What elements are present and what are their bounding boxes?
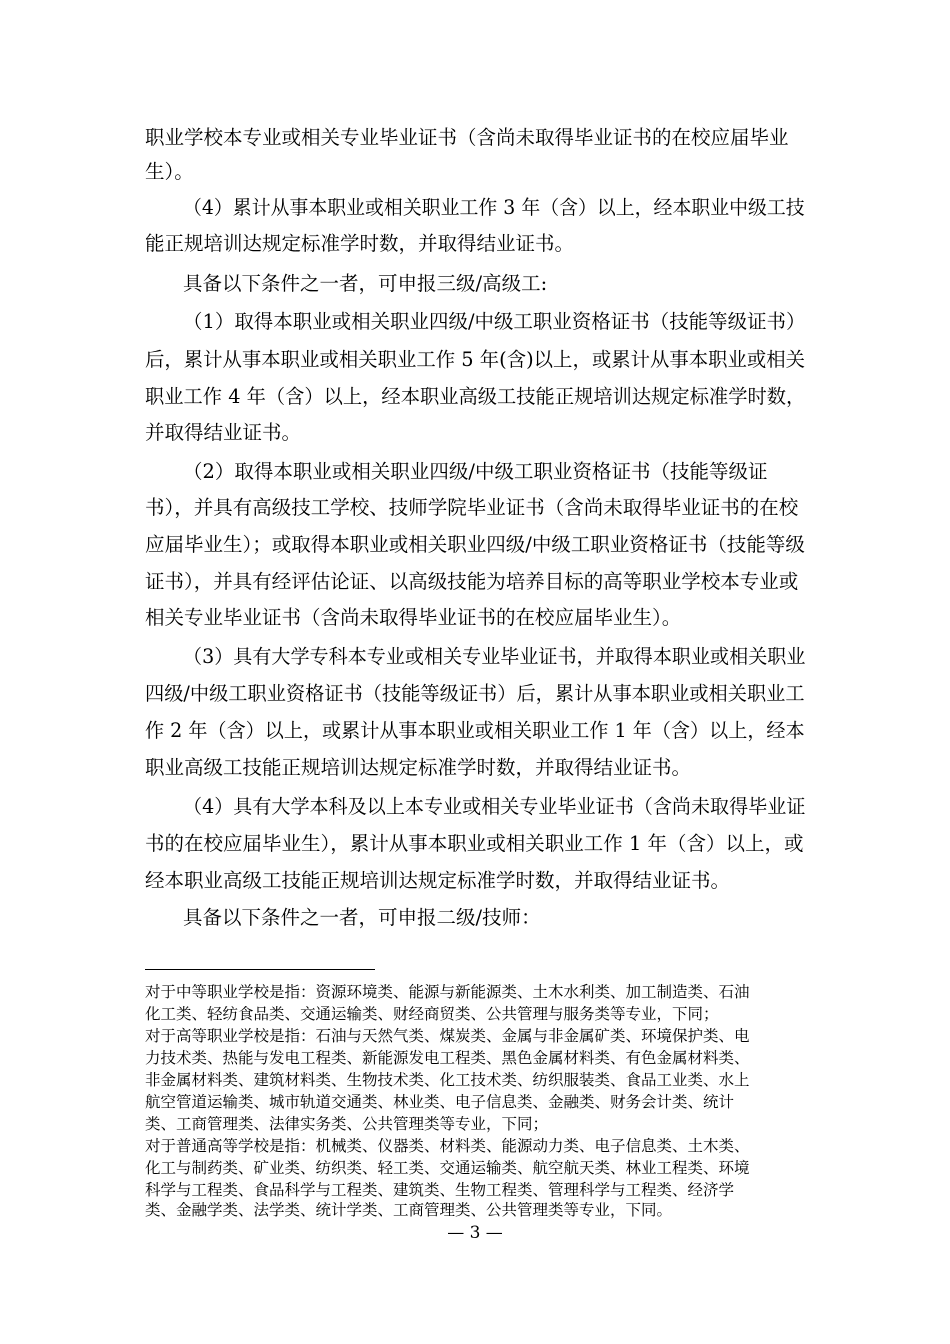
body-line: （1）取得本职业或相关职业四级/中级工职业资格证书（技能等级证书） <box>183 310 806 333</box>
body-line: （4）累计从事本职业或相关职业工作 3 年（含）以上，经本职业中级工技 <box>183 196 805 219</box>
footnote-line: 化工类、轻纺食品类、交通运输类、财经商贸类、公共管理与服务类等专业，下同； <box>145 1005 719 1023</box>
body-line: 具备以下条件之一者，可申报二级/技师： <box>183 906 541 929</box>
footnote-line: 类、工商管理类、法律实务类、公共管理类等专业，下同； <box>145 1115 549 1133</box>
body-line: （2）取得本职业或相关职业四级/中级工职业资格证书（技能等级证 <box>183 460 768 483</box>
footnote-line: 航空管道运输类、城市轨道交通类、林业类、电子信息类、金融类、财务会计类、统计 <box>145 1093 735 1111</box>
body-line: 职业学校本专业或相关专业毕业证书（含尚未取得毕业证书的在校应届毕业 <box>145 126 789 149</box>
body-line: 能正规培训达规定标准学时数，并取得结业证书。 <box>145 232 575 255</box>
body-line: 书的在校应届毕业生），累计从事本职业或相关职业工作 1 年（含）以上，或 <box>145 832 804 855</box>
footnote-line: 对于中等职业学校是指：资源环境类、能源与新能源类、土木水利类、加工制造类、石油 <box>145 983 750 1001</box>
body-line: 书），并具有高级技工学校、技师学院毕业证书（含尚未取得毕业证书的在校 <box>145 496 799 519</box>
footnote-separator <box>145 969 375 970</box>
body-line: 职业工作 4 年（含）以上，经本职业高级工技能正规培训达规定标准学时数， <box>145 385 806 408</box>
body-line: 生）。 <box>145 160 194 183</box>
body-line: 后，累计从事本职业或相关职业工作 5 年(含)以上，或累计从事本职业或相关 <box>145 348 806 371</box>
footnote-line: 科学与工程类、食品科学与工程类、建筑类、生物工程类、管理科学与工程类、经济学 <box>145 1181 735 1199</box>
body-line: 具备以下条件之一者，可申报三级/高级工: <box>183 272 548 295</box>
footnote-line: 力技术类、热能与发电工程类、新能源发电工程类、黑色金属材料类、有色金属材料类、 <box>145 1049 750 1067</box>
page-number: — 3 — <box>447 1223 503 1243</box>
footnote-line: 非金属材料类、建筑材料类、生物技术类、化工技术类、纺织服装类、食品工业类、水上 <box>145 1071 750 1089</box>
body-line: 应届毕业生）；或取得本职业或相关职业四级/中级工职业资格证书（技能等级 <box>145 533 805 556</box>
body-line: 经本职业高级工技能正规培训达规定标准学时数，并取得结业证书。 <box>145 869 731 892</box>
footnote-line: 化工与制药类、矿业类、纺织类、轻工类、交通运输类、航空航天类、林业工程类、环境 <box>145 1159 750 1177</box>
body-line: 职业高级工技能正规培训达规定标准学时数，并取得结业证书。 <box>145 756 692 779</box>
body-line: 证书），并具有经评估论证、以高级技能为培养目标的高等职业学校本专业或 <box>145 570 799 593</box>
body-line: 作 2 年（含）以上，或累计从事本职业或相关职业工作 1 年（含）以上，经本 <box>145 719 805 742</box>
footnote-line: 对于高等职业学校是指：石油与天然气类、煤炭类、金属与非金属矿类、环境保护类、电 <box>145 1027 750 1045</box>
body-line: （4）具有大学本科及以上本专业或相关专业毕业证书（含尚未取得毕业证 <box>183 795 806 818</box>
body-line: （3）具有大学专科本专业或相关专业毕业证书，并取得本职业或相关职业 <box>183 645 806 668</box>
footnote-line: 类、金融学类、法学类、统计学类、工商管理类、公共管理类等专业，下同。 <box>145 1201 673 1219</box>
footnote-line: 对于普通高等学校是指：机械类、仪器类、材料类、能源动力类、电子信息类、土木类、 <box>145 1137 750 1155</box>
body-line: 四级/中级工职业资格证书（技能等级证书）后，累计从事本职业或相关职业工 <box>145 682 805 705</box>
body-line: 相关专业毕业证书（含尚未取得毕业证书的在校应届毕业生）。 <box>145 606 682 629</box>
body-line: 并取得结业证书。 <box>145 421 302 444</box>
